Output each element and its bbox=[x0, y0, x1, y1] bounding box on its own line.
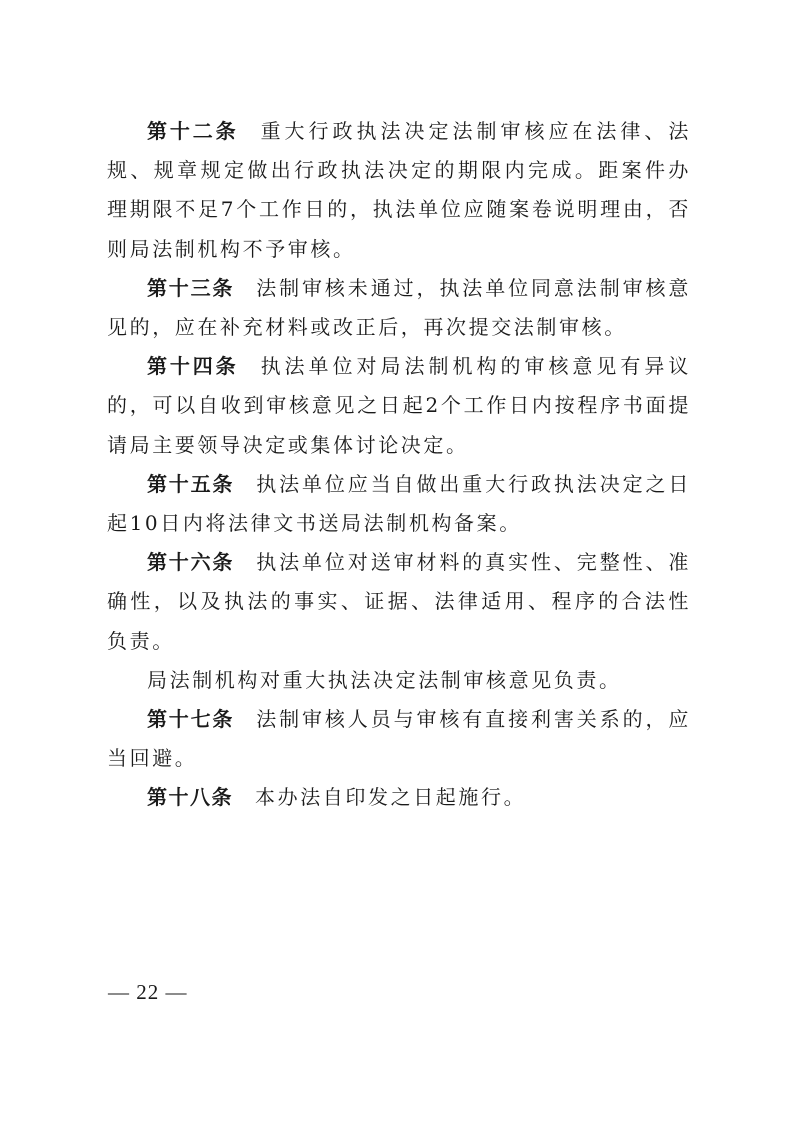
article-number: 第十六条 bbox=[147, 550, 235, 575]
article-text: 重大行政执法决定法制审核应在法律、法规、规章规定做出行政执法决定的期限内完成。距案件办理期限不足7个工作日的，执法单位应随案卷说明理由，否则局法制机构不予审核。 bbox=[107, 119, 691, 261]
article-text: 执法单位对送审材料的真实性、完整性、准确性，以及执法的事实、证据、法律适用、程序的合法性负责。 bbox=[107, 550, 691, 653]
page-number: — 22 — bbox=[108, 980, 188, 1004]
article-17 bbox=[107, 700, 691, 778]
article-number: 第十五条 bbox=[147, 471, 235, 496]
article-12 bbox=[107, 112, 691, 269]
article-number: 第十二条 bbox=[147, 119, 239, 143]
article-number: 第十七条 bbox=[147, 707, 235, 732]
article-14 bbox=[107, 347, 691, 465]
article-text: 法制审核人员与审核有直接利害关系的，应当回避。 bbox=[107, 707, 691, 771]
article-13 bbox=[107, 269, 691, 347]
article-16-continuation bbox=[107, 661, 691, 700]
article-text: 本办法自印发之日起施行。 bbox=[255, 785, 527, 810]
article-number: 第十四条 bbox=[147, 354, 239, 379]
article-text: 执法单位对局法制机构的审核意见有异议的，可以自收到审核意见之日起2个工作日内按程序书面提请局主要领导决定或集体讨论决定。 bbox=[107, 354, 691, 457]
article-15 bbox=[107, 465, 691, 543]
article-16 bbox=[107, 543, 691, 661]
article-18 bbox=[107, 778, 691, 817]
document-body bbox=[107, 112, 691, 818]
article-text: 局法制机构对重大执法决定法制审核意见负责。 bbox=[147, 667, 622, 692]
article-text: 法制审核未通过，执法单位同意法制审核意见的，应在补充材料或改正后，再次提交法制审核。 bbox=[107, 275, 691, 340]
article-number: 第十八条 bbox=[147, 785, 233, 810]
article-number: 第十三条 bbox=[147, 275, 235, 300]
article-text: 执法单位应当自做出重大行政执法决定之日起10日内将法律文书送局法制机构备案。 bbox=[107, 471, 691, 536]
